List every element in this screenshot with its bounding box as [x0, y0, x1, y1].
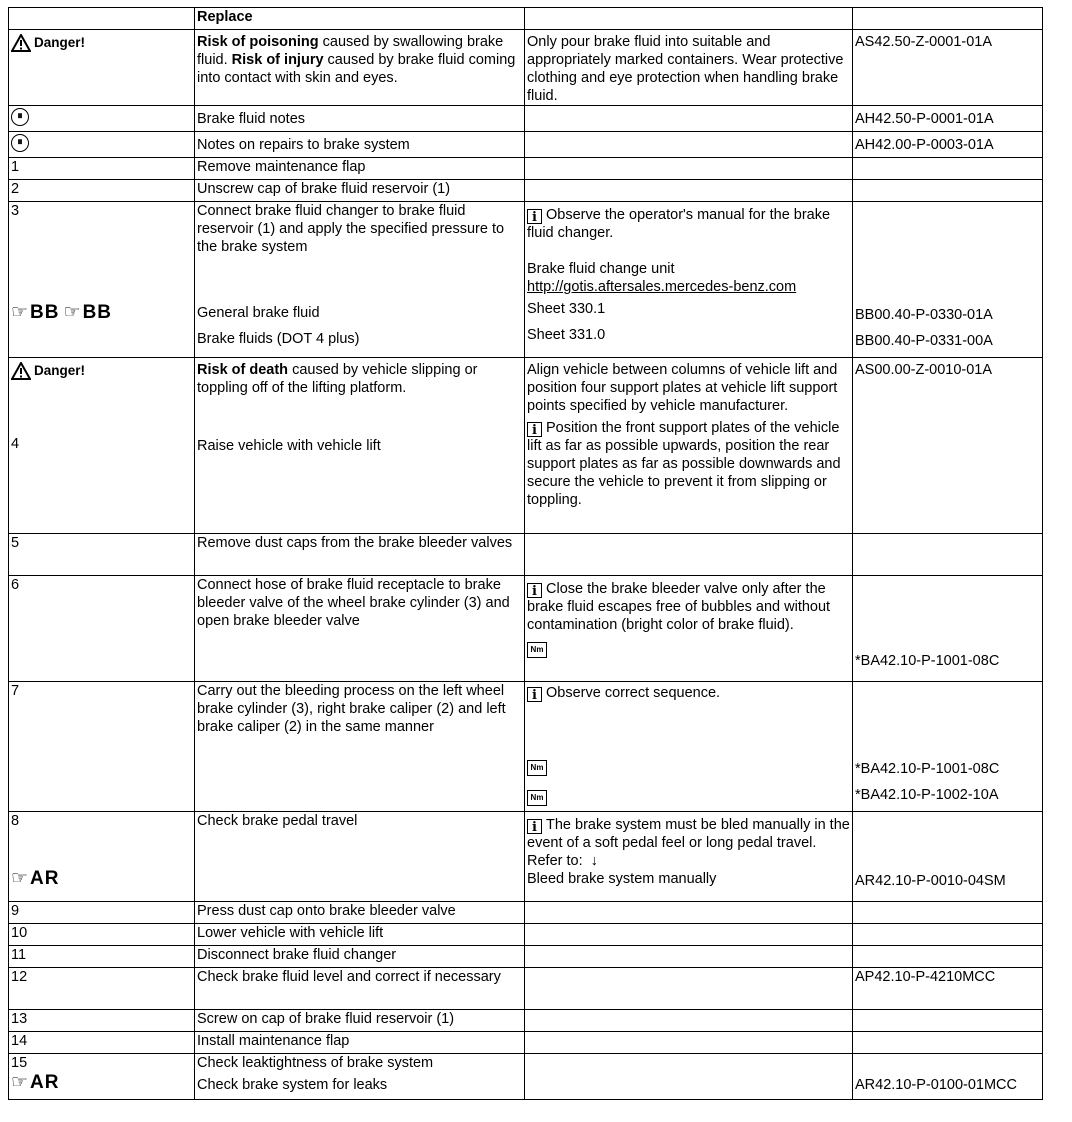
table-row [9, 924, 1043, 946]
danger-label: Danger! [11, 362, 85, 380]
step-number: 4 [11, 436, 20, 452]
torque-icon: Nm [527, 642, 547, 658]
reference-link[interactable]: *BA42.10-P-1002-10A [855, 787, 999, 803]
manual-link[interactable]: Bleed brake system manually [527, 871, 717, 887]
table-row [9, 8, 1043, 30]
step-text: Connect hose of brake fluid receptacle to brake bleeder valve of the wheel brake cylinder (3) and open brake bleeder valve [195, 576, 525, 682]
pointing-hand-icon: ☞ [11, 868, 30, 889]
table-row: ⏸ Brake fluid notes AH42.50-P-0001-01A [9, 106, 1043, 132]
reference-link[interactable]: *BA42.10-P-1001-08C [855, 761, 1000, 777]
step-text: Check leaktightness of brake system [197, 1055, 434, 1071]
note-icon: ⏸ [11, 108, 29, 126]
section-title: Replace [195, 8, 525, 30]
step-number: 15 [11, 1055, 28, 1071]
table-row [9, 180, 1043, 202]
info-icon: i [527, 209, 542, 224]
pointing-hand-icon: ☞ [63, 302, 82, 323]
table-row: 8 ☞ AR Check brake pedal travel i The brake system must be bled manually in the event of a soft pedal feel or long pedal travel. Refer to: ↓ Bleed brake system manually AR42.10-P-0010-04SM [9, 812, 1043, 902]
reference-link[interactable]: AP42.10-P-4210MCC [853, 968, 1043, 1010]
reference-link[interactable]: BB00.40-P-0330-01A [855, 307, 993, 323]
info-icon: i [527, 422, 542, 437]
ar-reference: ☞ AR [11, 868, 60, 889]
step-text: Connect brake fluid changer to brake fluid reservoir (1) and apply the specified pressure to the brake system [197, 203, 505, 255]
table-row: 7 Carry out the bleeding process on the left wheel brake cylinder (3), right brake caliper (2) and left brake caliper (2) in the same manner i Observe correct sequence. Nm Nm *BA42.10-P-1001-08C *BA42.10-P-1002-10A [9, 682, 1043, 812]
step-number: 14 [9, 1032, 195, 1054]
table-row [9, 158, 1043, 180]
procedure-table [8, 7, 1043, 1100]
danger-label: Danger! [11, 34, 85, 52]
step-number: 10 [9, 924, 195, 946]
reference-link[interactable]: AS00.00-Z-0010-01A [855, 362, 993, 378]
bb-reference: ☞ BB [63, 302, 113, 323]
table-row [9, 902, 1043, 924]
pointing-hand-icon: ☞ [11, 1072, 30, 1093]
step-text: Check brake fluid level and correct if necessary [195, 968, 525, 1010]
reference-link[interactable]: AR42.10-P-0100-01MCC [855, 1077, 1017, 1093]
reference-link[interactable]: AH42.50-P-0001-01A [855, 111, 994, 127]
step-number: 2 [9, 180, 195, 202]
info-icon: i [527, 583, 542, 598]
step-text: Disconnect brake fluid changer [195, 946, 525, 968]
table-row [9, 1010, 1043, 1032]
step-number: 7 [9, 682, 195, 812]
step-number: 13 [9, 1010, 195, 1032]
document-page [8, 7, 1042, 1100]
step-number: 9 [9, 902, 195, 924]
reference-link[interactable]: AH42.00-P-0003-01A [855, 137, 994, 153]
step-number: 3 [11, 203, 20, 219]
step-text: Press dust cap onto brake bleeder valve [195, 902, 525, 924]
table-row [9, 946, 1043, 968]
reference-link[interactable]: AR42.10-P-0010-04SM [855, 873, 1006, 889]
step-text: Unscrew cap of brake fluid reservoir (1) [195, 180, 525, 202]
step-number: 6 [9, 576, 195, 682]
table-row [9, 1032, 1043, 1054]
step-number: 5 [9, 534, 195, 576]
step-text: Check brake pedal travel [195, 812, 525, 902]
warning-triangle-icon [11, 362, 31, 380]
note-icon: ⏸ [11, 134, 29, 152]
step-text: Carry out the bleeding process on the left wheel brake cylinder (3), right brake caliper (2) and left brake caliper (2) in the same manner [195, 682, 525, 812]
table-row [9, 534, 1043, 576]
torque-icon: Nm [527, 760, 547, 776]
reference-link[interactable]: BB00.40-P-0331-00A [855, 333, 993, 349]
step-number: 8 [11, 813, 20, 829]
bb-reference: ☞ BB [11, 302, 60, 323]
warning-triangle-icon [11, 34, 31, 52]
table-row [9, 968, 1043, 1010]
step-text: Install maintenance flap [195, 1032, 525, 1054]
ar-reference: ☞ AR [11, 1072, 60, 1093]
reference-link[interactable]: AS42.50-Z-0001-01A [855, 34, 993, 50]
table-row: 15 ☞ AR Check leaktightness of brake system Check brake system for leaks AR42.10-P-0100-01MCC [9, 1054, 1043, 1100]
step-number: 11 [9, 946, 195, 968]
table-row: ⏸ Notes on repairs to brake system AH42.00-P-0003-01A [9, 132, 1043, 158]
reference-link[interactable]: *BA42.10-P-1001-08C [855, 653, 1000, 669]
step-text: Screw on cap of brake fluid reservoir (1) [195, 1010, 525, 1032]
step-text: Lower vehicle with vehicle lift [195, 924, 525, 946]
table-row: Danger! 4 Risk of death caused by vehicle slipping or toppling off of the lifting platform. Raise vehicle with vehicle lift Align vehicle between columns of vehicle lift and position four support plates at vehicle lift support points specified by vehicle manufacturer. i Position the front support plates of the vehicle lift as far as possible upwards, position the rear support plates as far as possible downwards and secure the vehicle to prevent it from slipping or toppling. AS00.00-Z-0010-01A [9, 358, 1043, 534]
table-row: 3 ☞ BB ☞ BB Connect brake fluid changer to brake fluid reservoir (1) and apply the specified pressure to the brake system General brake fluid Brake fluids (DOT 4 plus) i Observe the operator's manual for the brake fluid changer. Brake fluid change unit http://gotis.aftersales.mercedes-benz.com Sheet 330.1 Sheet 331.0 BB00.40-P-0330-01A BB00.40-P-0331-00A [9, 202, 1043, 358]
pointing-hand-icon: ☞ [11, 302, 30, 323]
arrow-down-icon: ↓ [590, 853, 598, 869]
step-text: Remove maintenance flap [195, 158, 525, 180]
step-number: 12 [9, 968, 195, 1010]
gotis-link[interactable]: http://gotis.aftersales.mercedes-benz.com [527, 279, 797, 295]
table-row: 6 Connect hose of brake fluid receptacle to brake bleeder valve of the wheel brake cylinder (3) and open brake bleeder valve i Close the brake bleeder valve only after the brake fluid escapes free of bubbles and without contamination (bright color of brake fluid). Nm *BA42.10-P-1001-08C [9, 576, 1043, 682]
torque-icon: Nm [527, 790, 547, 806]
step-text: Remove dust caps from the brake bleeder valves [195, 534, 525, 576]
info-icon: i [527, 819, 542, 834]
step-text: Raise vehicle with vehicle lift [197, 438, 381, 454]
step-number: 1 [9, 158, 195, 180]
table-row: Danger! Risk of poisoning caused by swallowing brake fluid. Risk of injury caused by brake fluid coming into contact with skin and eyes. Only pour brake fluid into suitable and appropriately marked containers. Wear protective clothing and eye protection when handling brake fluid. AS42.50-Z-0001-01A [9, 30, 1043, 106]
info-icon: i [527, 687, 542, 702]
